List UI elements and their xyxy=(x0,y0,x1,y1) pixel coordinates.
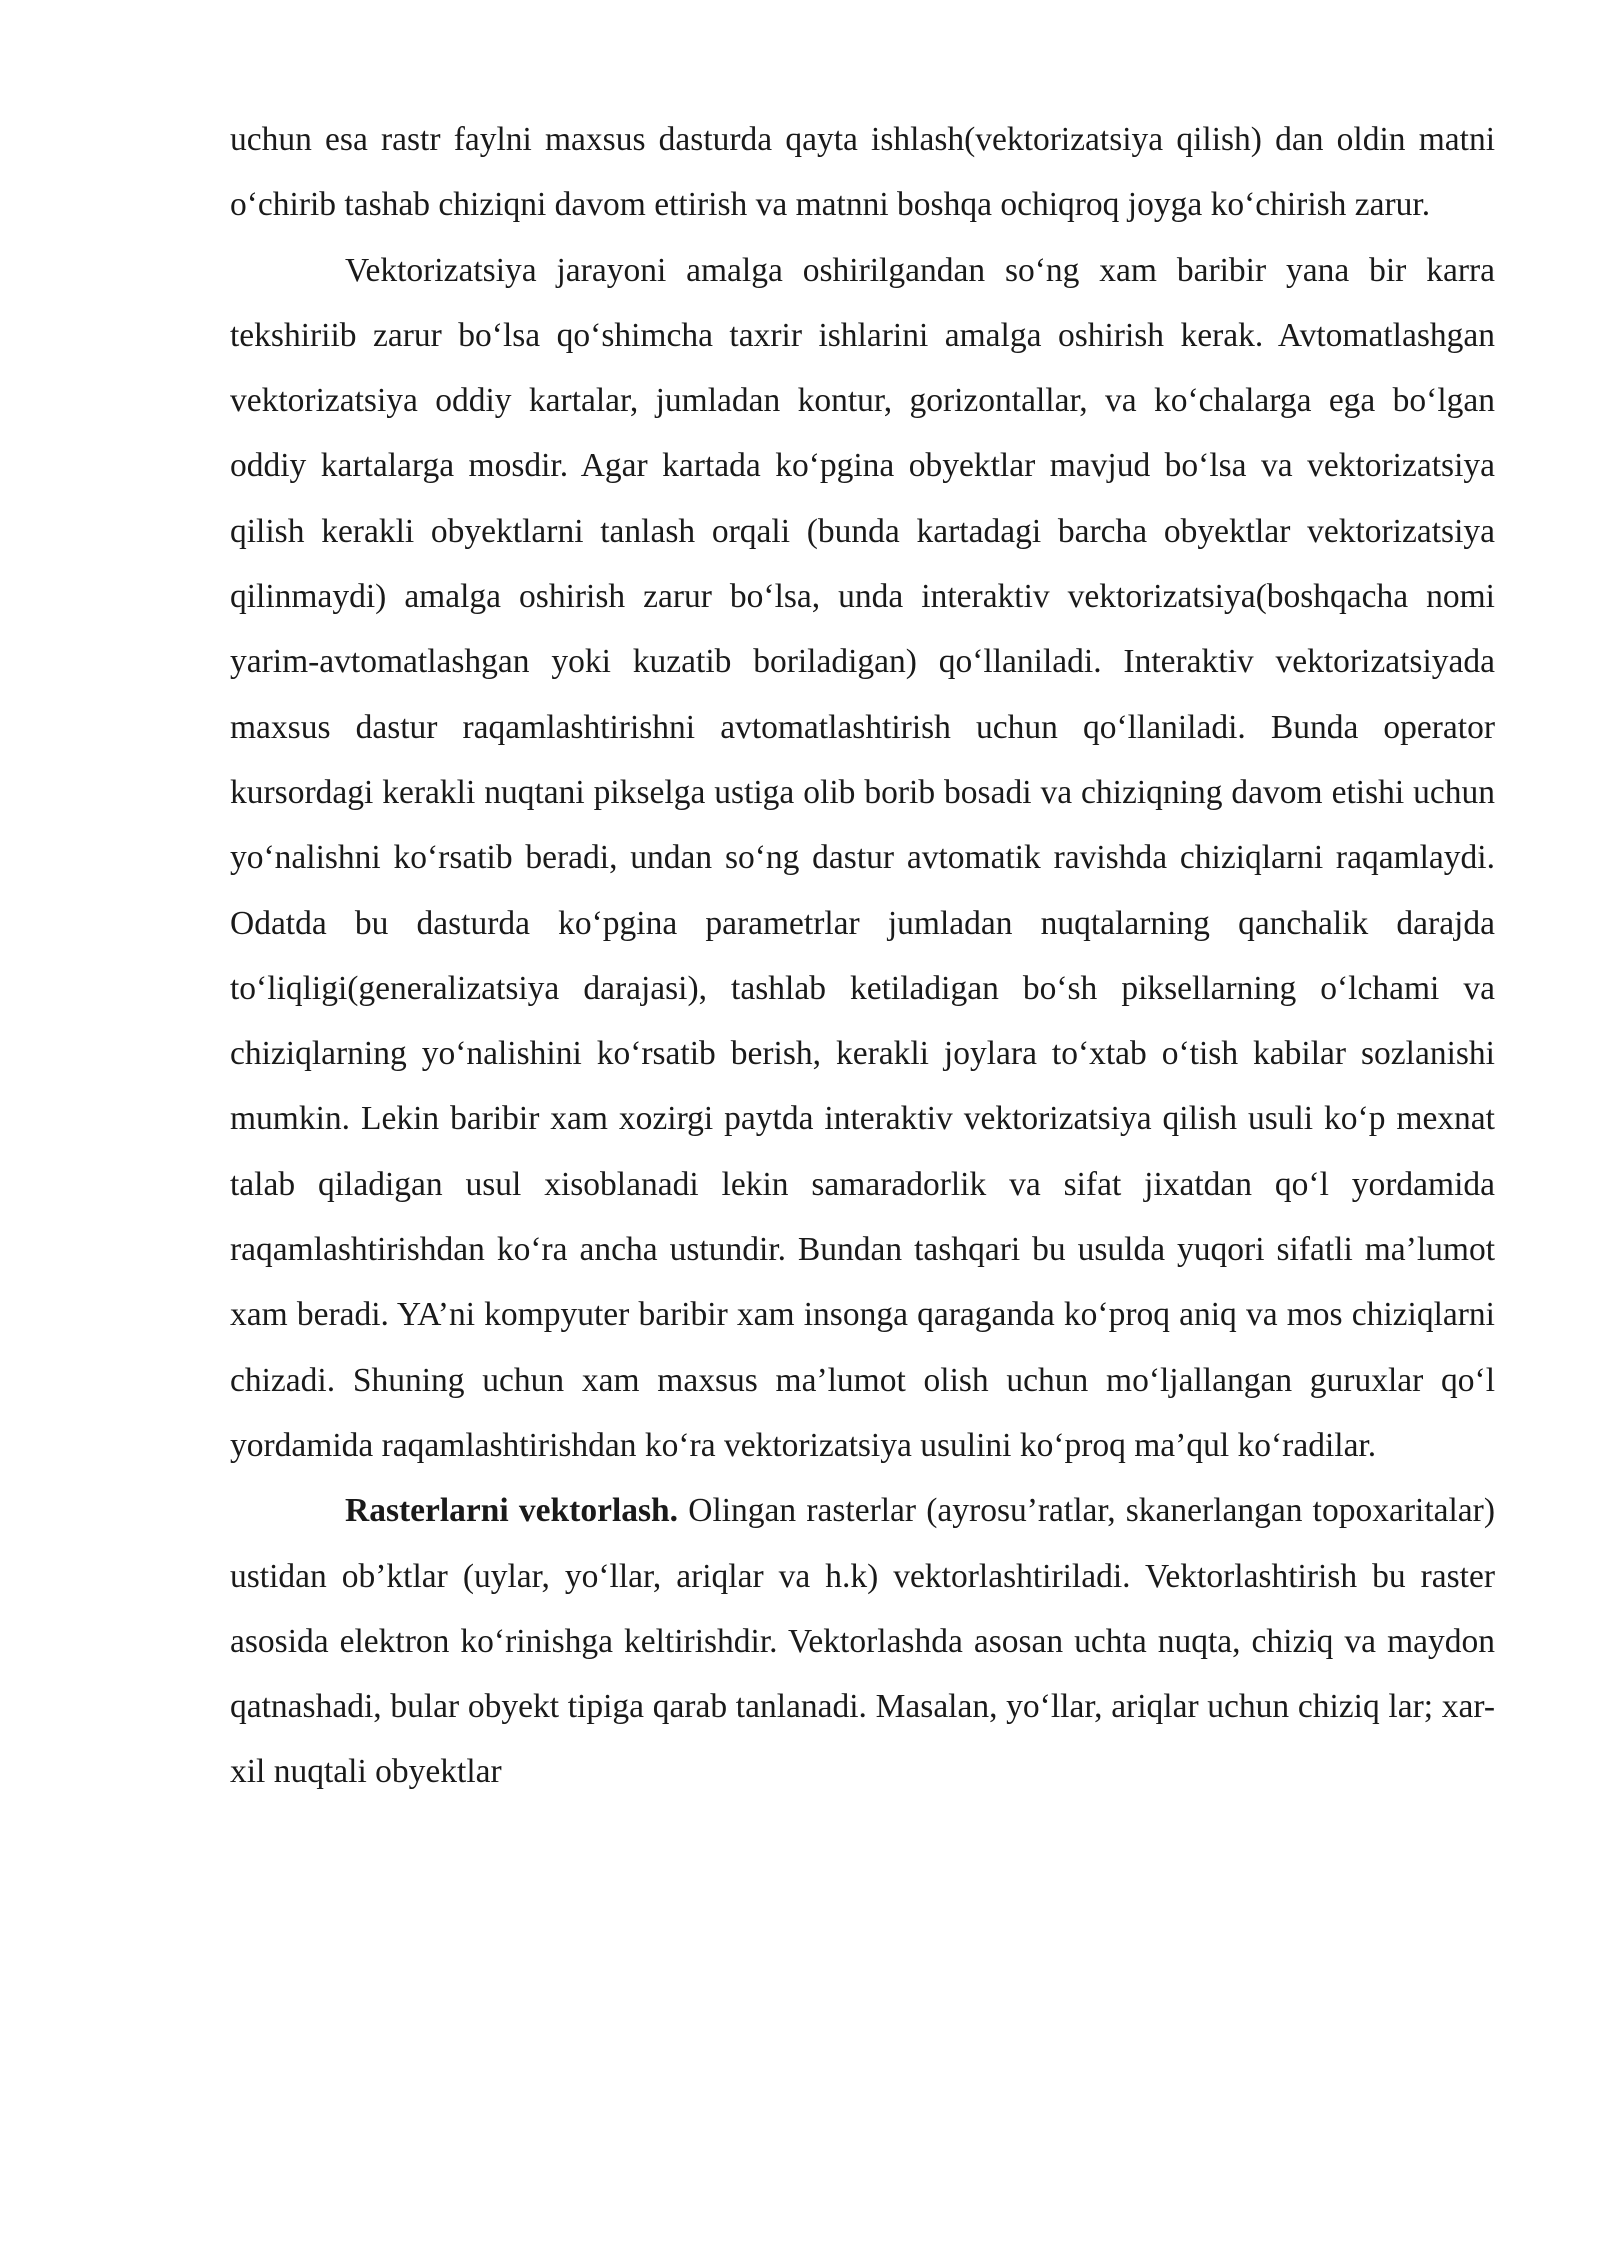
paragraph-vectorization: Vektorizatsiya jarayoni amalga oshirilgandan so‘ng xam baribir yana bir karra tekshiriib zarur bo‘lsa qo‘shimcha taxrir ishlarini amalga oshirish kerak. Avtomatlashgan vektorizatsiya oddiy kartalar, jumladan kontur, gorizontallar, va ko‘chalarga ega bo‘lgan oddiy kartalarga mosdir. Agar kartada ko‘pgina obyektlar mavjud bo‘lsa va vektorizatsiya qilish kerakli obyektlarni tanlash orqali (bunda kartadagi barcha obyektlar vektorizatsiya qilinmaydi) amalga oshirish zarur bo‘lsa, unda interaktiv vektorizatsiya(boshqacha nomi yarim-avtomatlashgan yoki kuzatib boriladigan) qo‘llaniladi. Interaktiv vektorizatsiyada maxsus dastur raqamlashtirishni avtomatlashtirish uchun qo‘llaniladi. Bunda operator kursordagi kerakli nuqtani pikselga ustiga olib borib bosadi va chiziqning davom etishi uchun yo‘nalishni ko‘rsatib beradi, undan so‘ng dastur avtomatik ravishda chiziqlarni raqamlaydi. Odatda bu dasturda ko‘pgina parametrlar jumladan nuqtalarning qanchalik darajda to‘liqligi(generalizatsiya darajasi), tashlab ketiladigan bo‘sh piksellarning o‘lchami va chiziqlarning yo‘nalishini ko‘rsatib berish, kerakli joylara to‘xtab o‘tish kabilar sozlanishi mumkin. Lekin baribir xam xozirgi paytda interaktiv vektorizatsiya qilish usuli ko‘p mexnat talab qiladigan usul xisoblanadi lekin samaradorlik va sifat jixatdan qo‘l yordamida raqamlashtirishdan ko‘ra ancha ustundir. Bundan tashqari bu usulda yuqori sifatli ma’lumot xam beradi. YA’ni kompyuter baribir xam insonga qaraganda ko‘proq aniq va mos chiziqlarni chizadi. Shuning uchun xam maxsus ma’lumot olish uchun mo‘ljallangan guruxlar qo‘l yordamida raqamlashtirishdan ko‘ra vektorizatsiya usulini ko‘proq ma’qul ko‘radilar. xyxy=(230,251,1495,1464)
paragraph-raster-text: Olingan rasterlar (ayrosu’ratlar, skanerlangan topoxaritalar) ustidan ob’ktlar (uylar, yo‘llar, ariqlar va h.k) vektorlashtiriladi. Vektorlashtirish bu raster asosida elektron ko‘rinishga keltirishdir. Vektorlashda asosan uchta nuqta, chiziq va maydon qatnashadi, bular obyekt tipiga qarab tanlanadi. Masalan, yo‘llar, ariqlar uchun chiziq lar; xar-xil nuqtali obyektlar xyxy=(230,1492,1495,1791)
paragraph-intro: uchun esa rastr faylni maxsus dasturda qayta ishlash(vektorizatsiya qilish) dan oldin matni o‘chirib tashab chiziqni davom ettirish va matnni boshqa ochiqroq joyga ko‘chirish zarur. xyxy=(230,121,1495,224)
section-heading: Rasterlarni vektorlash. xyxy=(345,1492,679,1530)
document-body xyxy=(230,107,1495,1805)
paragraph-raster-vectorizing xyxy=(230,1478,1495,1804)
